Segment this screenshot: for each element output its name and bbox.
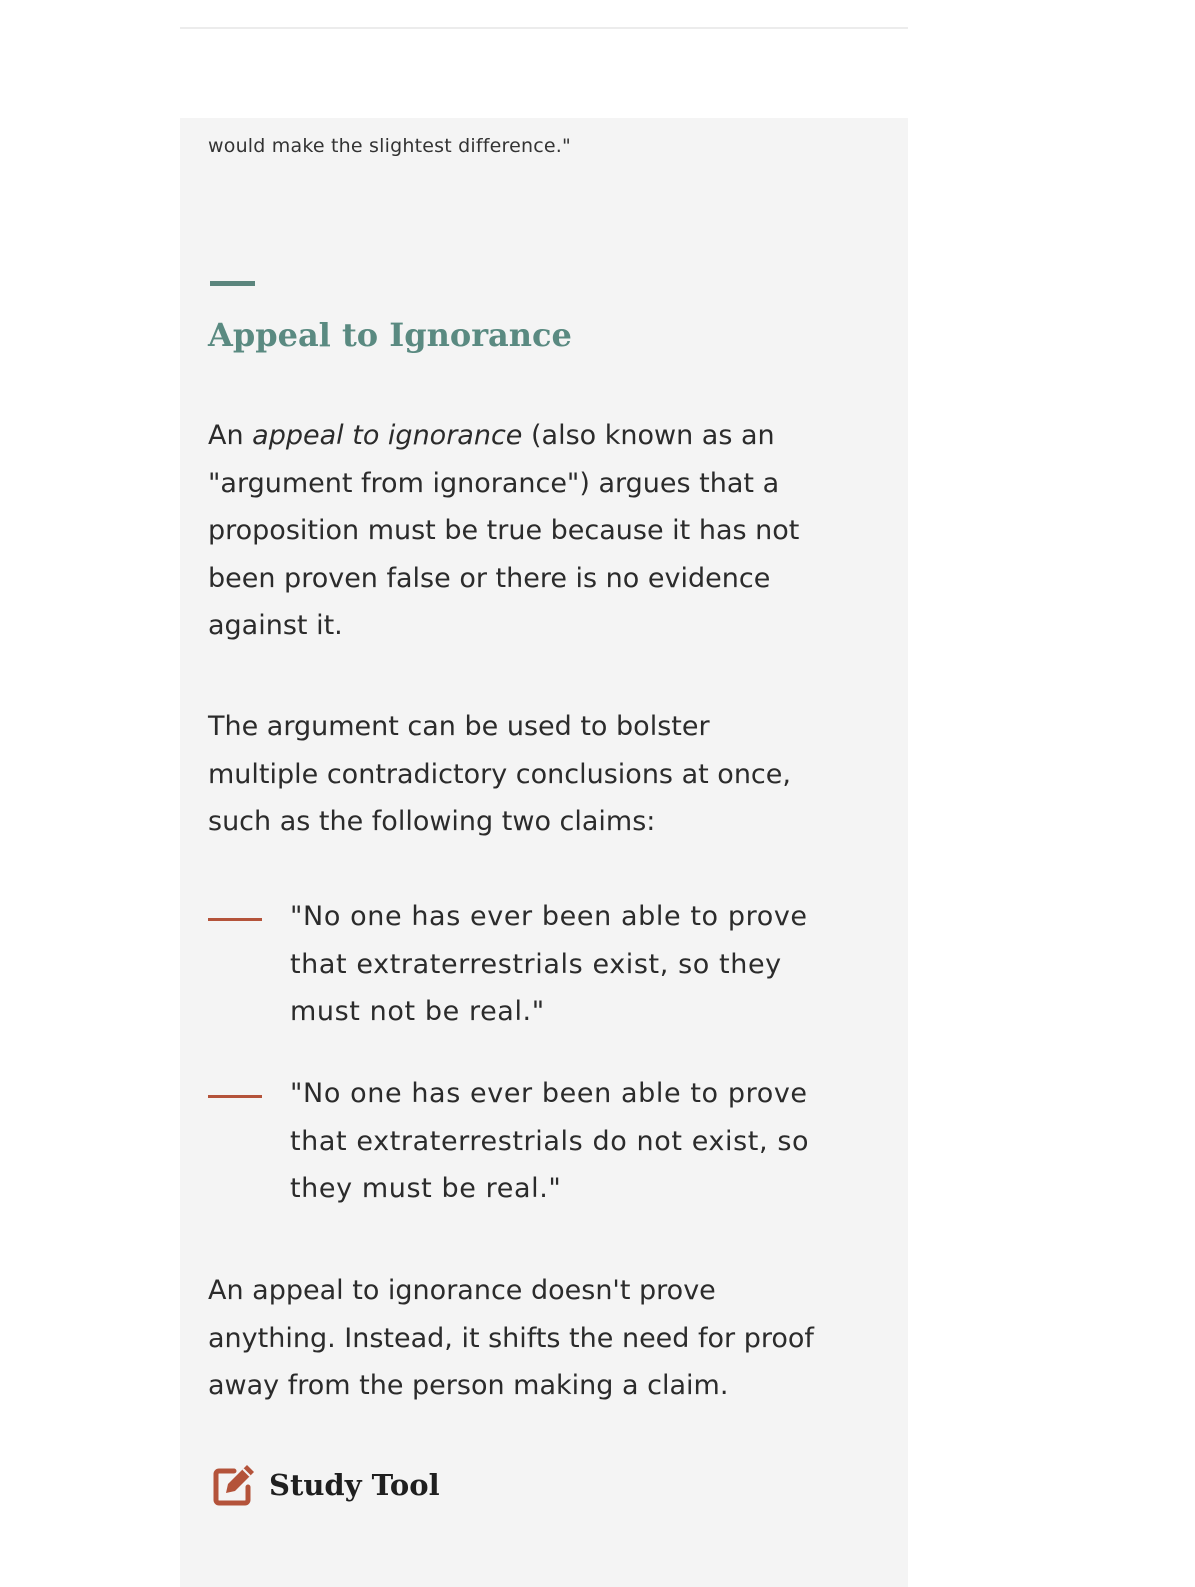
claim-line: that extraterrestrials do not exist, so bbox=[290, 1125, 810, 1157]
conclusion-line: An appeal to ignorance doesn't prove bbox=[208, 1275, 716, 1306]
conclusion-line: anything. Instead, it shifts the need for proof bbox=[208, 1322, 814, 1354]
definition-lead: An bbox=[208, 420, 253, 451]
definition-line-1-rest: (also known as an bbox=[522, 420, 775, 451]
conclusion-paragraph bbox=[208, 1267, 880, 1410]
claim-line: that extraterrestrials exist, so they bbox=[290, 948, 782, 980]
study-tool-label: Study Tool bbox=[269, 1468, 440, 1502]
claim-line: must not be real." bbox=[290, 996, 545, 1027]
claim-line: "No one has ever been able to prove bbox=[290, 1078, 808, 1109]
claim-line: "No one has ever been able to prove bbox=[290, 901, 808, 932]
section-accent-bar bbox=[210, 281, 255, 286]
explanation-line: such as the following two claims: bbox=[208, 806, 656, 837]
explanation-paragraph bbox=[208, 703, 880, 846]
previous-quote-tail: would make the slightest difference." bbox=[208, 135, 571, 157]
definition-line-1 bbox=[208, 412, 880, 460]
list-dash-marker bbox=[208, 918, 262, 921]
top-divider bbox=[180, 27, 908, 29]
section-title: Appeal to Ignorance bbox=[208, 316, 572, 354]
claim-line: they must be real." bbox=[290, 1173, 562, 1204]
defined-term: appeal to ignorance bbox=[252, 420, 523, 451]
edit-square-icon bbox=[210, 1461, 258, 1509]
claim-text bbox=[290, 893, 890, 1036]
definition-paragraph bbox=[208, 412, 880, 650]
explanation-line: The argument can be used to bolster bbox=[208, 711, 710, 742]
definition-line-5: against it. bbox=[208, 610, 343, 641]
list-dash-marker bbox=[208, 1095, 262, 1098]
content-panel bbox=[180, 118, 908, 1587]
definition-line-2: "argument from ignorance") argues that a bbox=[208, 467, 780, 499]
study-tool-button[interactable] bbox=[210, 1461, 440, 1509]
definition-line-4: been proven false or there is no evidence bbox=[208, 562, 771, 594]
explanation-line: multiple contradictory conclusions at once, bbox=[208, 758, 791, 790]
claim-text bbox=[290, 1070, 890, 1213]
definition-line-3: proposition must be true because it has not bbox=[208, 515, 800, 546]
conclusion-line: away from the person making a claim. bbox=[208, 1370, 729, 1401]
